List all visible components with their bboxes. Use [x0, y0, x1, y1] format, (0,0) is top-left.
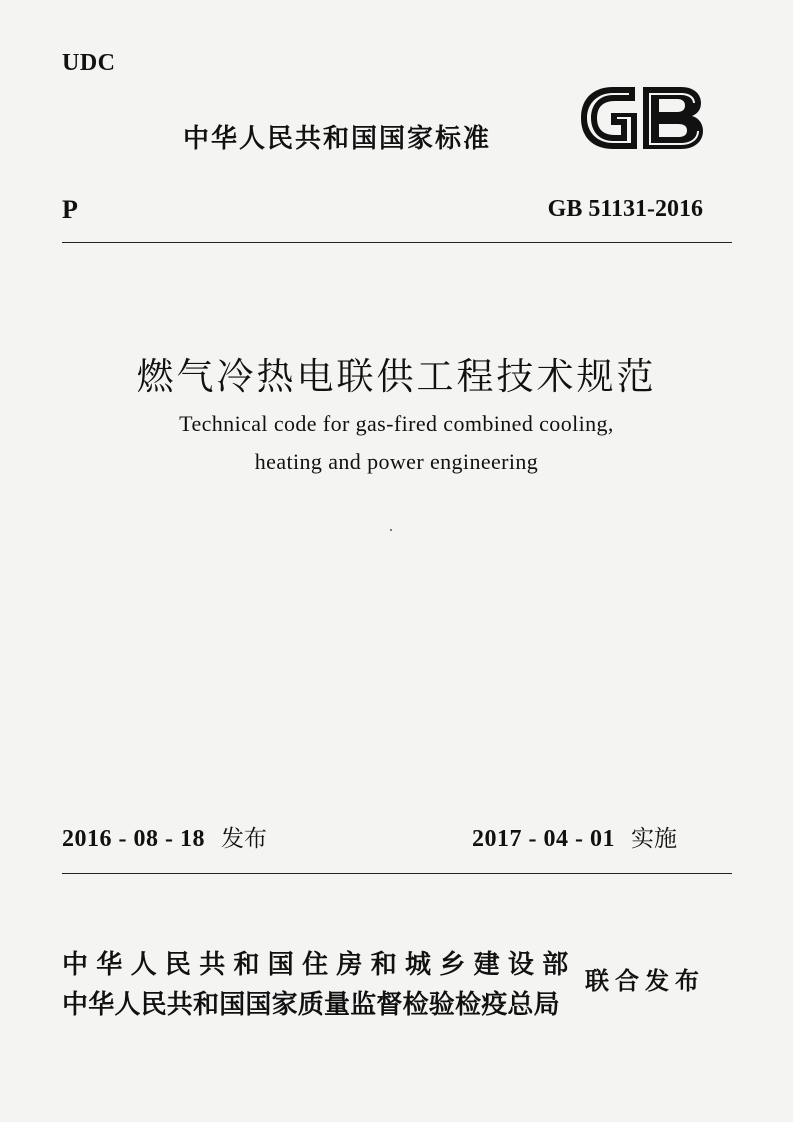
joint-issue-label: 联合发布 [585, 967, 705, 995]
issue-date: 2016 - 08 - 18 [62, 826, 205, 852]
implement-label: 实施 [630, 826, 677, 852]
issuer-line1: 中华人民共和国住房和城乡建设部 [62, 950, 577, 980]
speck-mark [390, 529, 392, 531]
title-english-line1: Technical code for gas-fired combined cooling, [179, 411, 614, 436]
bottom-divider [62, 873, 732, 874]
implement-date-block [472, 820, 677, 853]
title-chinese: 燃气冷热电联供工程技术规范 [136, 355, 657, 398]
issuer-line2: 中华人民共和国国家质量监督检验检疫总局 [62, 990, 560, 1020]
issue-date-block [62, 820, 267, 853]
standard-number: GB 51131-2016 [547, 196, 703, 222]
issue-label: 发布 [220, 826, 267, 852]
category-code: P [62, 195, 78, 224]
gb-logo [573, 83, 707, 153]
udc-label: UDC [62, 50, 116, 76]
title-english-line2: heating and power engineering [254, 449, 539, 474]
national-standard-title: 中华人民共和国国家标准 [183, 124, 492, 154]
top-divider [62, 242, 732, 243]
implement-date: 2017 - 04 - 01 [472, 826, 615, 852]
